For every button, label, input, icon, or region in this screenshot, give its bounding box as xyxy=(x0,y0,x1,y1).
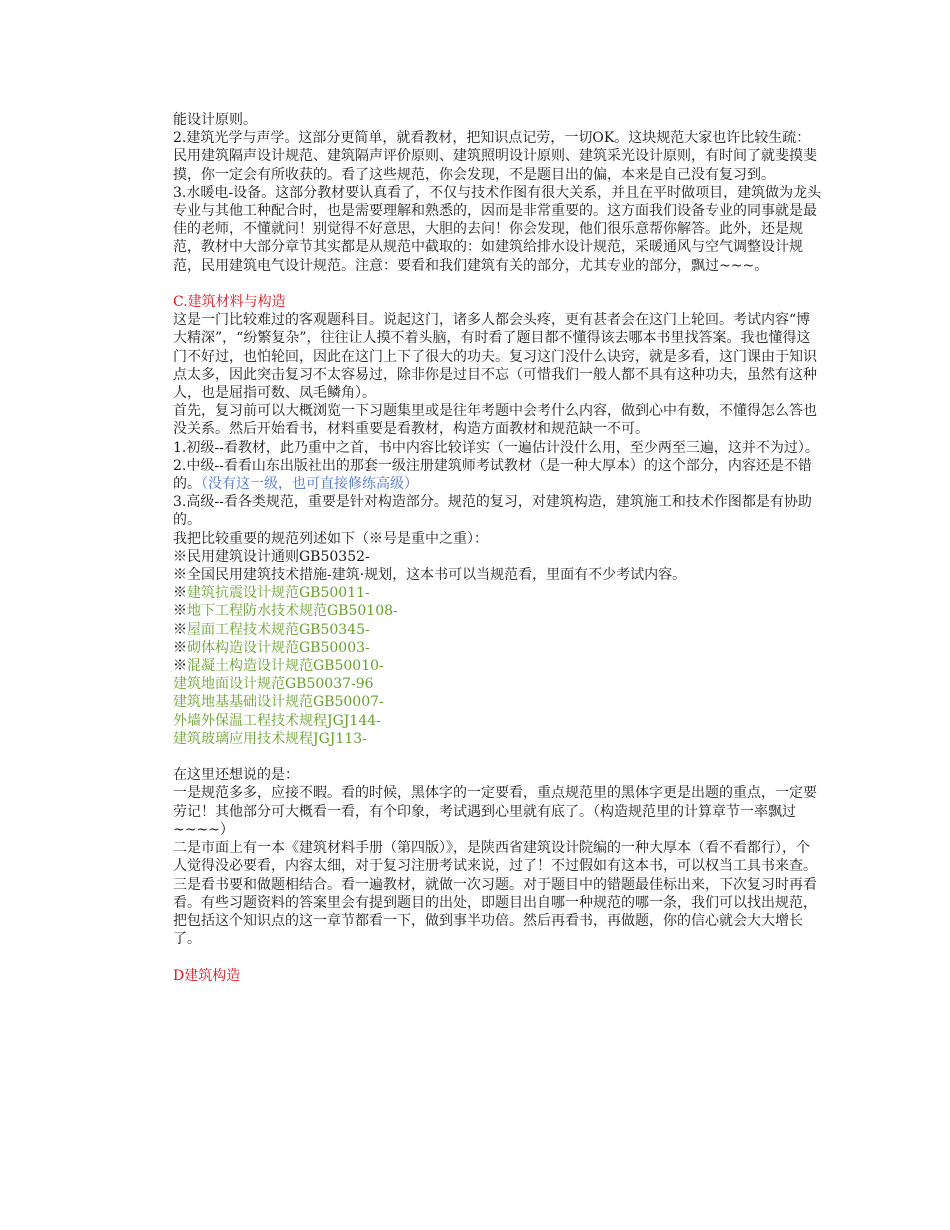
key-mark: ※ xyxy=(173,639,187,656)
blank-line xyxy=(173,748,823,766)
standard-title: 地下工程防水技术规范GB50108- xyxy=(187,603,398,620)
key-mark: ※ xyxy=(173,621,187,638)
standard-item: ※民用建筑设计通则GB50352- xyxy=(173,548,370,565)
standard-item xyxy=(173,657,823,675)
section-c-paragraph-1: 这是一门比较难过的客观题科目。说起这门，诸多人都会头疼，更有甚者会在这门上轮回。考试内容“博大精深”，“纷繁复杂”，往往让人摸不着头脑，有时看了题目都不懂得该去哪本书里找答案。我也懂得这门不好过，也怕轮回，因此在这门上下了很大的功夫。复习这门没什么诀窍，就是多看，这门课由于知识点太多，因此突击复习不太容易过，除非你是过目不忘（可惜我们一般人都不具有这种功夫，虽然有这种人，也是屈指可数、凤毛鳞角）。 xyxy=(173,312,817,402)
standard-item: 建筑地基基础设计规范GB50007- xyxy=(173,694,384,711)
key-mark: ※ xyxy=(173,603,187,620)
note-2: 二是市面上有一本《建筑材料手册（第四版）》，是陕西省建筑设计院编的一种大厚本（看不看都行），个人觉得没必要看，内容太细，对于复习注册考试来说，过了！不过假如有这本书，可以权当工具书来查。 xyxy=(173,840,817,875)
paragraph-optics-acoustics: 2.建筑光学与声学。这部分更简单，就看教材，把知识点记劳，一切OK。这块规范大家也许比较生疏：民用建筑隔声设计规范、建筑隔声评价原则、建筑照明设计原则、建筑采光设计原则，有时间了就斐摸斐摸，你一定会有所收获的。看了这些规范，你会发现，不是题目出的偏，本来是自己没有复习到。 xyxy=(173,130,817,183)
note-3: 三是看书要和做题相结合。看一遍教材，就做一次习题。对于题目中的错题最佳标出来，下次复习时再看看。有些习题资料的答案里会有提到题目的出处，即题目出自哪一种规范的哪一条，我们可以找出规范，把包括这个知识点的这一章节都看一下，做到事半功倍。然后再看书，再做题，你的信心就会大大增长了。 xyxy=(173,876,817,948)
standard-item: 建筑地面设计规范GB50037-96 xyxy=(173,676,374,693)
standard-item xyxy=(173,621,823,639)
standard-item xyxy=(173,602,823,620)
level-2-paragraph xyxy=(173,457,823,493)
standard-title: 建筑抗震设计规范GB50011- xyxy=(187,585,370,602)
standard-item xyxy=(173,639,823,657)
level-1-paragraph: 1.初级--看教材，此乃重中之首，书中内容比较详实（一遍估计没什么用，至少两至三遍，这并不为过）。 xyxy=(173,439,819,456)
standard-title: 砌体构造设计规范GB50003- xyxy=(187,639,370,656)
key-mark: ※ xyxy=(173,585,187,602)
section-c-heading: C.建筑材料与构造 xyxy=(173,294,286,311)
standard-item xyxy=(173,584,823,602)
standards-list-intro: 我把比较重要的规范列述如下（※号是重中之重）： xyxy=(173,530,488,547)
standard-item: 建筑玻璃应用技术规程JGJ113- xyxy=(173,730,367,747)
standard-title: 混凝土构造设计规范GB50010- xyxy=(187,658,384,675)
paragraph-equipment: 3.水暖电-设备。这部分教材要认真看了，不仅与技术作图有很大关系，并且在平时做项目，建筑做为龙头专业与其他工种配合时，也是需要理解和熟悉的，因而是非常重要的。这方面我们设备专业的同事就是最佳的老师，不懂就问！别觉得不好意思，大胆的去问！你会发现，他们很乐意帮你解答。此外，还是规范，教材中大部分章节其实都是从规范中截取的：如建筑给排水设计规范，采暖通风与空气调整设计规范，民用建筑电气设计规范。注意：要看和我们建筑有关的部分，尤其专业的部分，飘过~~~。 xyxy=(173,184,822,274)
section-c-paragraph-2: 首先，复习前可以大概浏览一下习题集里或是往年考题中会考什么内容，做到心中有数，不懂得怎么答也没关系。然后开始看书，材料重要是看教材，构造方面教材和规范缺一不可。 xyxy=(173,403,817,438)
blank-line xyxy=(173,275,823,293)
blank-line xyxy=(173,948,823,966)
standard-item: 外墙外保温工程技术规程JGJ144- xyxy=(173,712,381,729)
level-2-note: （没有这一级，也可直接修练高级） xyxy=(201,476,418,493)
standard-title: 屋面工程技术规范GB50345- xyxy=(187,621,370,638)
key-mark: ※ xyxy=(173,658,187,675)
level-2-text: 2.中级--看看山东出版社出的那套一级注册建筑师考试教材（是一种大厚本）的这个部分，内容还是不错的。 xyxy=(173,457,812,493)
level-3-paragraph: 3.高级--看各类规范，重要是针对构造部分。规范的复习，对建筑构造，建筑施工和技术作图都是有协助的。 xyxy=(173,494,812,529)
note-1: 一是规范多多，应接不暇。看的时候，黑体字的一定要看，重点规范里的黑体字更是出题的重点，一定要劳记！其他部分可大概看一看，有个印象，考试遇到心里就有底了。（构造规范里的计算章节一率飘过~~~~） xyxy=(173,785,817,838)
section-d-heading: D建筑构造 xyxy=(173,967,241,984)
paragraph-intro-continued: 能设计原则。 xyxy=(173,112,257,128)
standards-list xyxy=(173,548,823,748)
notes-intro: 在这里还想说的是： xyxy=(173,767,299,784)
standard-item: ※全国民用建筑技术措施-建筑·规划，这本书可以当规范看，里面有不少考试内容。 xyxy=(173,567,687,584)
document-page xyxy=(173,111,823,985)
